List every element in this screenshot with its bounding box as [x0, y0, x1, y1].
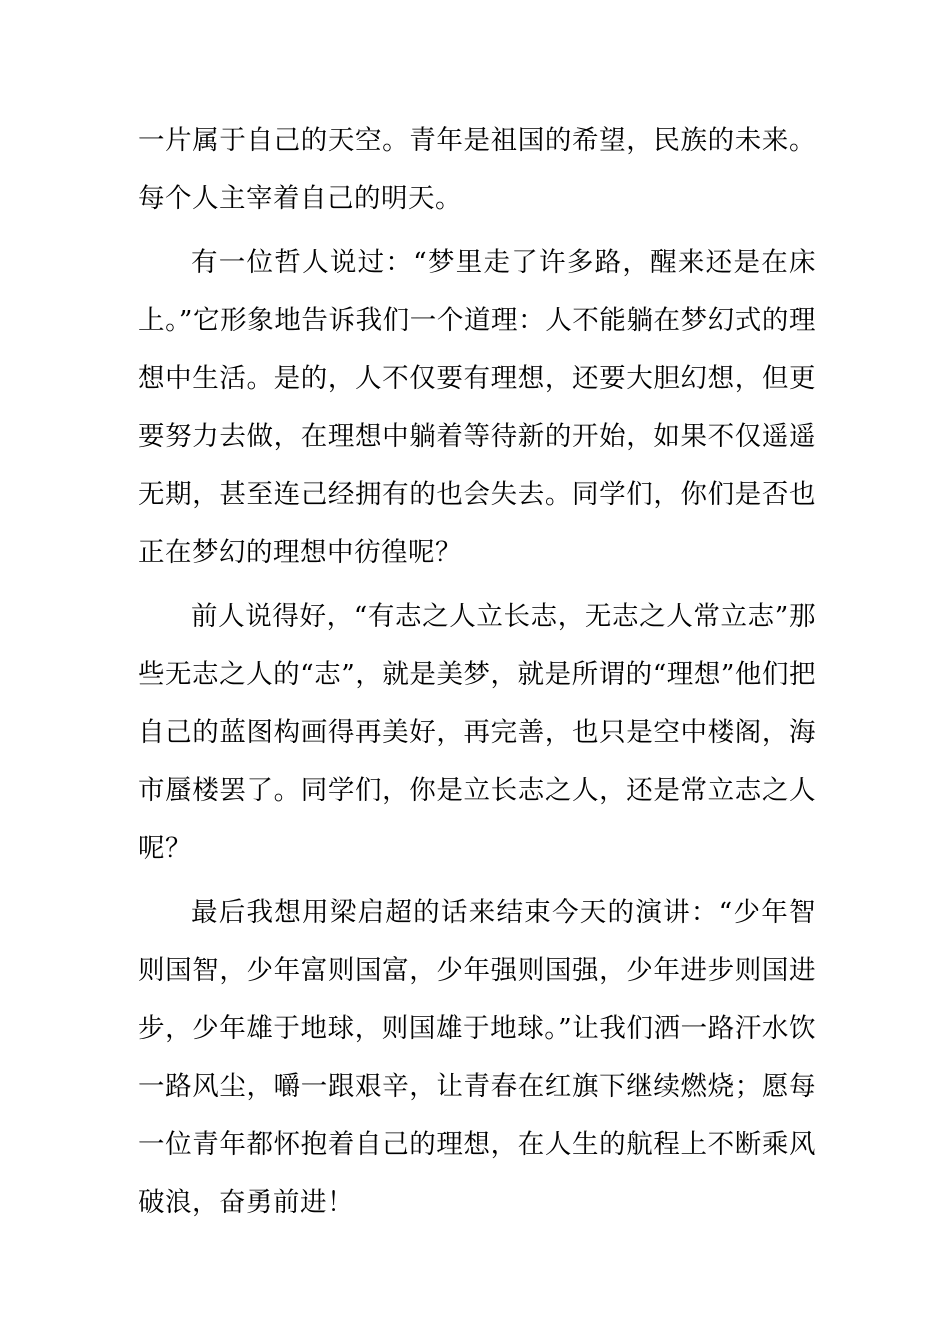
paragraph: 一片属于自己的天空。青年是祖国的希望，民族的未来。每个人主宰着自己的明天。 — [138, 125, 816, 214]
paragraph: 有一位哲人说过：“梦里走了许多路，醒来还是在床上。”它形象地告诉我们一个道理：人不能躺在梦幻式的理想中生活。是的，人不仅要有理想，还要大胆幻想，但更要努力去做，在理想中躺着等待新的开始，如果不仅遥遥无期，甚至连己经拥有的也会失去。同学们，你们是否也正在梦幻的理想中彷徨呢？ — [138, 247, 816, 568]
paragraph: 最后我想用梁启超的话来结束今天的演讲：“少年智则国智，少年富则国富，少年强则国强，少年进步则国进步，少年雄于地球，则国雄于地球。”让我们洒一路汗水饮一路风尘，嚼一跟艰辛，让青春在红旗下继续燃烧；愿每一位青年都怀抱着自己的理想，在人生的航程上不断乘风破浪，奋勇前进！ — [138, 897, 816, 1218]
document-body — [138, 112, 816, 1232]
paragraph: 前人说得好，“有志之人立长志，无志之人常立志”那些无志之人的“志”，就是美梦，就是所谓的“理想”他们把自己的蓝图构画得再美好，再完善，也只是空中楼阁，海市蜃楼罢了。同学们，你是立长志之人，还是常立志之人呢？ — [138, 601, 816, 864]
